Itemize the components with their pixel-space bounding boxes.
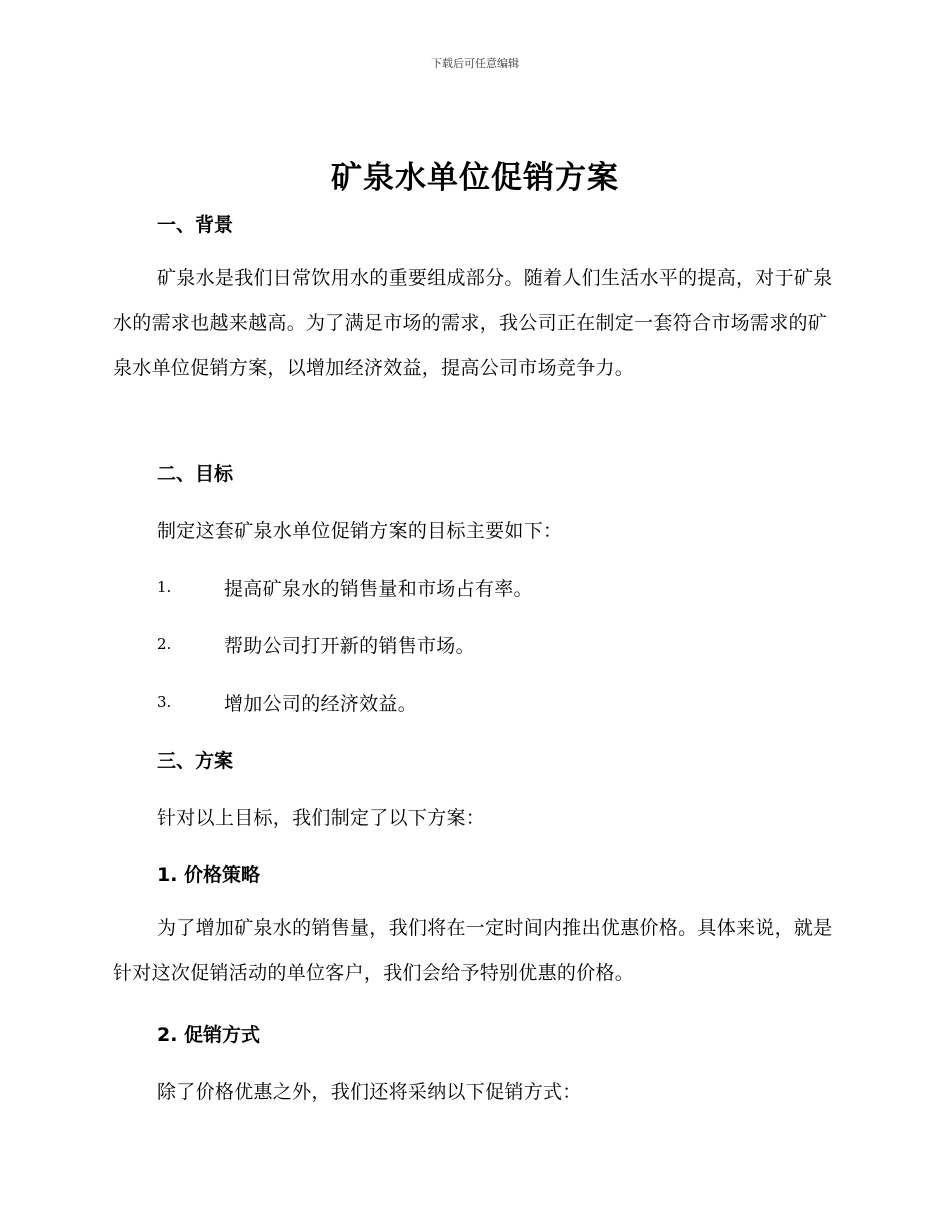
background-paragraph: 矿泉水是我们日常饮用水的重要组成部分。随着人们生活水平的提高，对于矿泉水的需求也越来越高。为了满足市场的需求，我公司正在制定一套符合市场需求的矿泉水单位促销方案，以增加经济效益，提高公司市场竞争力。 xyxy=(113,267,833,379)
goals-intro: 制定这套矿泉水单位促销方案的目标主要如下： xyxy=(157,520,563,542)
list-item-number: 3. xyxy=(157,693,172,711)
list-item: 增加公司的经济效益。 xyxy=(224,693,418,715)
list-item-number: 2. xyxy=(157,635,172,653)
document-title: 矿泉水单位促销方案 xyxy=(331,160,619,196)
section-heading-goals: 二、目标 xyxy=(157,463,234,485)
list-item: 提高矿泉水的销售量和市场占有率。 xyxy=(224,578,533,600)
section-heading-background: 一、背景 xyxy=(157,214,234,236)
subheading-pricing-strategy: 1. 价格策略 xyxy=(157,864,261,886)
pricing-paragraph: 为了增加矿泉水的销售量，我们将在一定时间内推出优惠价格。具体来说，就是针对这次促销活动的单位客户，我们会给予特别优惠的价格。 xyxy=(113,917,833,984)
section-heading-plan: 三、方案 xyxy=(157,750,234,772)
plan-intro: 针对以上目标，我们制定了以下方案： xyxy=(157,807,486,829)
list-item: 帮助公司打开新的销售市场。 xyxy=(224,635,475,657)
subheading-promotion-methods: 2. 促销方式 xyxy=(157,1024,261,1046)
header-note: 下载后可任意编辑 xyxy=(431,57,519,70)
list-item-number: 1. xyxy=(157,578,172,596)
promotion-intro: 除了价格优惠之外，我们还将采纳以下促销方式： xyxy=(157,1081,582,1103)
